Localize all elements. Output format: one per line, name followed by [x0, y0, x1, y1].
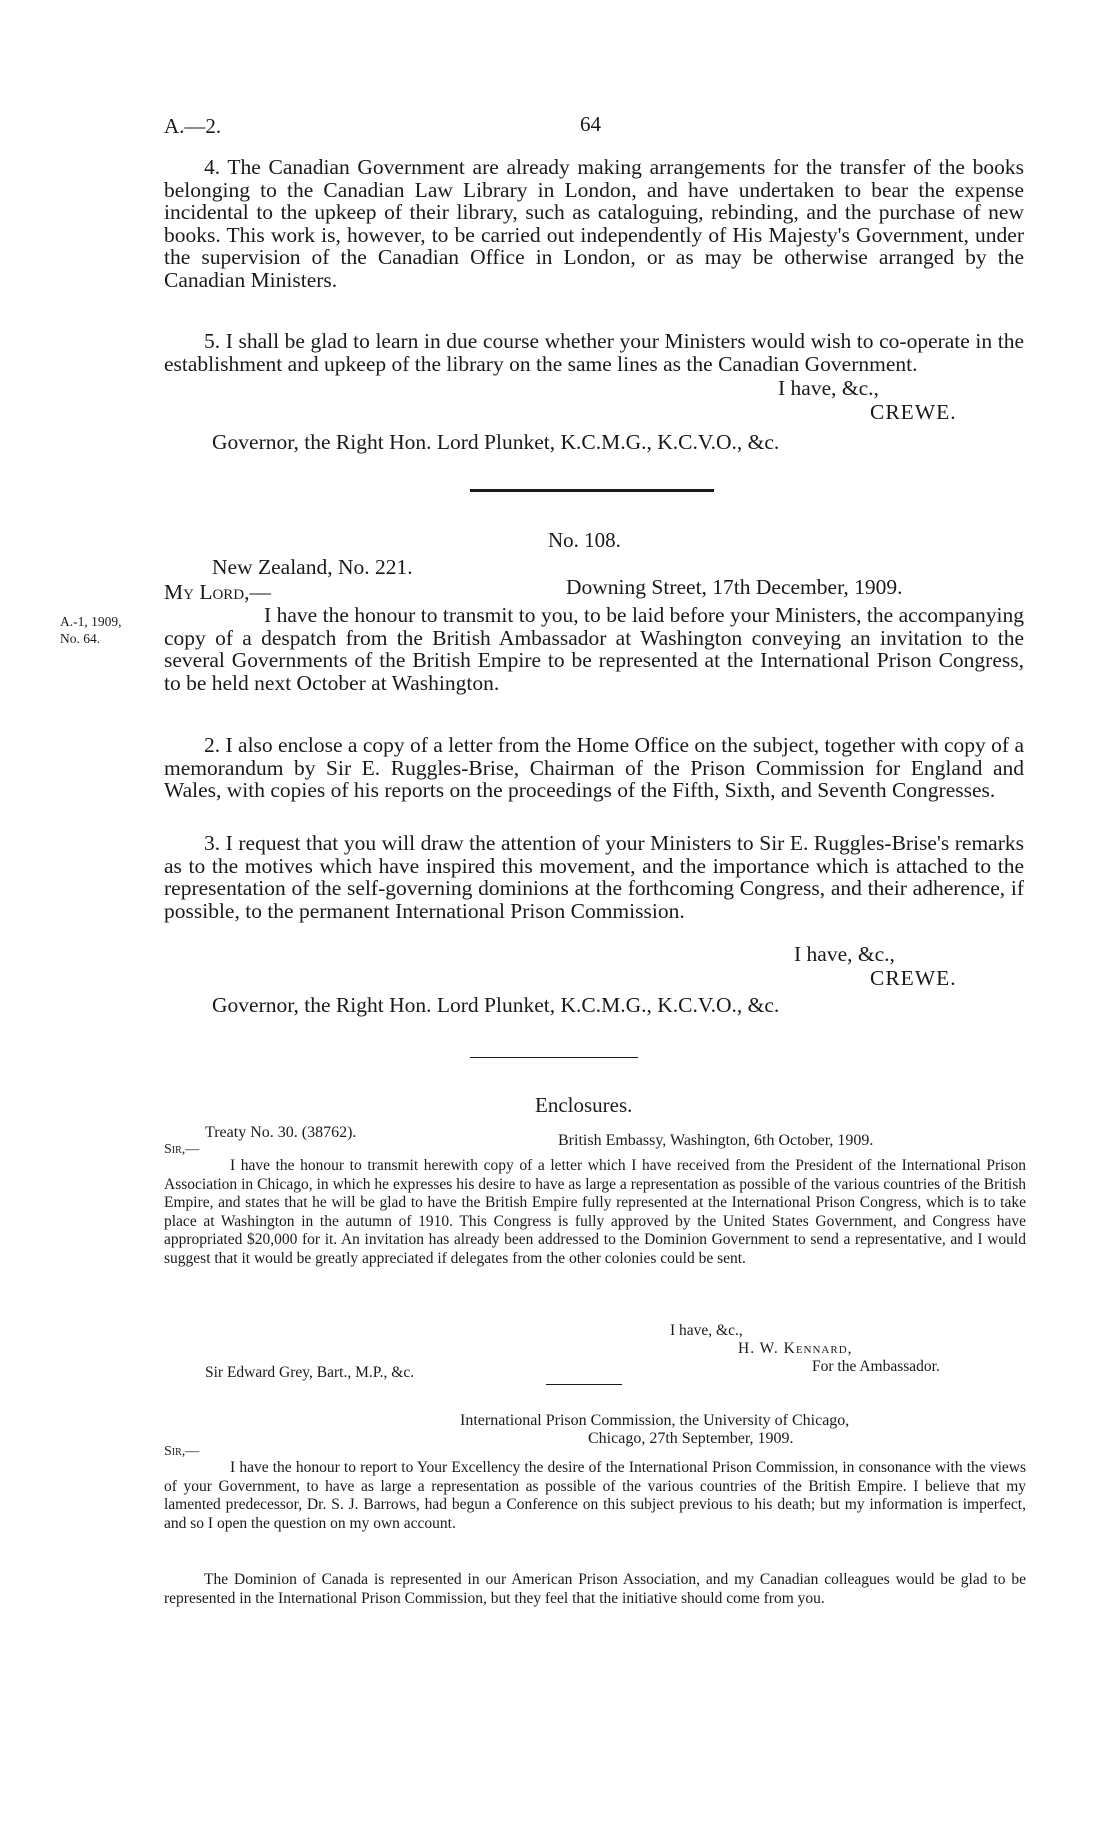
letter-reference: New Zealand, No. 221. — [212, 555, 413, 579]
enclosure-2-body-2: The Dominion of Canada is represented in our American Prison Association, and my Canadian colleagues would be glad to be represented in the International Prison Commission, but they feel that the initiative should come from you. — [164, 1571, 1026, 1607]
enclosure-1-addressee: Sir Edward Grey, Bart., M.P., &c. — [205, 1364, 415, 1381]
enclosure-2-place-line-2: Chicago, 27th September, 1909. — [588, 1430, 794, 1447]
salutation: My Lord,— — [164, 580, 272, 604]
letter-number: No. 108. — [548, 528, 621, 552]
enclosure-1-salutation: Sir,— — [164, 1142, 200, 1157]
letter-paragraph-3: 3. I request that you will draw the attention of your Ministers to Sir E. Ruggles-Brise's remarks as to the motives which have inspired this movement, and the importance which is attached to the representation of the self-governing dominions at the forthcoming Congress, and their adherence, if possible, to the permanent International Prison Commission. — [164, 831, 1024, 923]
enclosure-2-place-line-1: International Prison Commission, the University of Chicago, — [460, 1412, 850, 1429]
letter-paragraph-1: I have the honour to transmit to you, to be laid before your Ministers, the accompanying copy of a despatch from the British Ambassador at Washington conveying an invitation to the several Governments of the British Empire to be represented at the International Prison Congress, to be held next October at Washington. — [164, 603, 1024, 695]
enclosure-2-body-1: I have the honour to report to Your Excellency the desire of the International Prison Commission, in consonance with the views of your Government, to have as large a representation as possible of the various countries of the British Empire. I believe that my lamented predecessor, Dr. S. J. Barrows, had begun a Conference on this subject previous to his death; but my information is imperfect, and so I open the question on my own account. — [164, 1459, 1026, 1532]
treaty-reference: Treaty No. 30. (38762). — [205, 1124, 357, 1141]
page-number: 64 — [580, 112, 601, 136]
enclosure-1-place-date: British Embassy, Washington, 6th October, 1909. — [558, 1132, 874, 1149]
addressee-1: Governor, the Right Hon. Lord Plunket, K.C.M.G., K.C.V.O., &c. — [212, 430, 780, 454]
margin-note-line-2: No. 64. — [60, 631, 101, 646]
enclosure-1-role: For the Ambassador. — [812, 1358, 940, 1375]
enclosure-2-salutation: Sir,— — [164, 1444, 200, 1459]
enclosure-1-signature: H. W. Kennard, — [738, 1340, 853, 1357]
place-date: Downing Street, 17th December, 1909. — [566, 575, 903, 599]
margin-note-line-1: A.-1, 1909, — [60, 614, 122, 629]
enclosure-1-body: I have the honour to transmit herewith copy of a letter which I have received from the President of the International Prison Association in Chicago, in which he expresses his desire to have as large a representation as possible of the various countries of the British Empire, and states that he will be glad to have the British Empire fully represented at the International Prison Congress, which is to take place at Washington in the autumn of 1910. This Congress is fully approved by the United States Government, and Congress have appropriated $20,000 for it. An invitation has already been addressed to the Dominion Government to send a representative, and I would suggest that it would be greatly appreciated if delegates from the other colonies could be sent. — [164, 1157, 1026, 1267]
letter-paragraph-2: 2. I also enclose a copy of a letter from the Home Office on the subject, together with copy of a memorandum by Sir E. Ruggles-Brise, Chairman of the Prison Commission for England and Wales, with copies of his reports on the proceedings of the Fifth, Sixth, and Seventh Congresses. — [164, 733, 1024, 803]
signature-2: CREWE. — [870, 966, 957, 990]
section-divider-3 — [546, 1384, 622, 1385]
section-divider-2 — [470, 1057, 638, 1058]
signature-1: CREWE. — [870, 400, 957, 424]
paragraph-5: 5. I shall be glad to learn in due course whether your Ministers would wish to co-operate in the establishment and upkeep of the library on the same lines as the Canadian Government. — [164, 329, 1024, 376]
enclosures-heading: Enclosures. — [535, 1093, 633, 1117]
section-divider-1 — [470, 489, 714, 492]
paragraph-4: 4. The Canadian Government are already making arrangements for the transfer of the books belonging to the Canadian Law Library in London, and have undertaken to bear the expense incidental to the upkeep of their library, such as cataloguing, rebinding, and the purchase of new books. This work is, however, to be carried out independently of His Majesty's Government, under the supervision of the Canadian Office in London, or as may be otherwise arranged by the Canadian Ministers. — [164, 155, 1024, 292]
series-code: A.—2. — [164, 114, 222, 138]
addressee-2: Governor, the Right Hon. Lord Plunket, K.C.M.G., K.C.V.O., &c. — [212, 993, 780, 1017]
closing-2: I have, &c., — [794, 942, 895, 966]
enclosure-1-closing: I have, &c., — [670, 1322, 743, 1339]
closing-1: I have, &c., — [778, 376, 879, 400]
